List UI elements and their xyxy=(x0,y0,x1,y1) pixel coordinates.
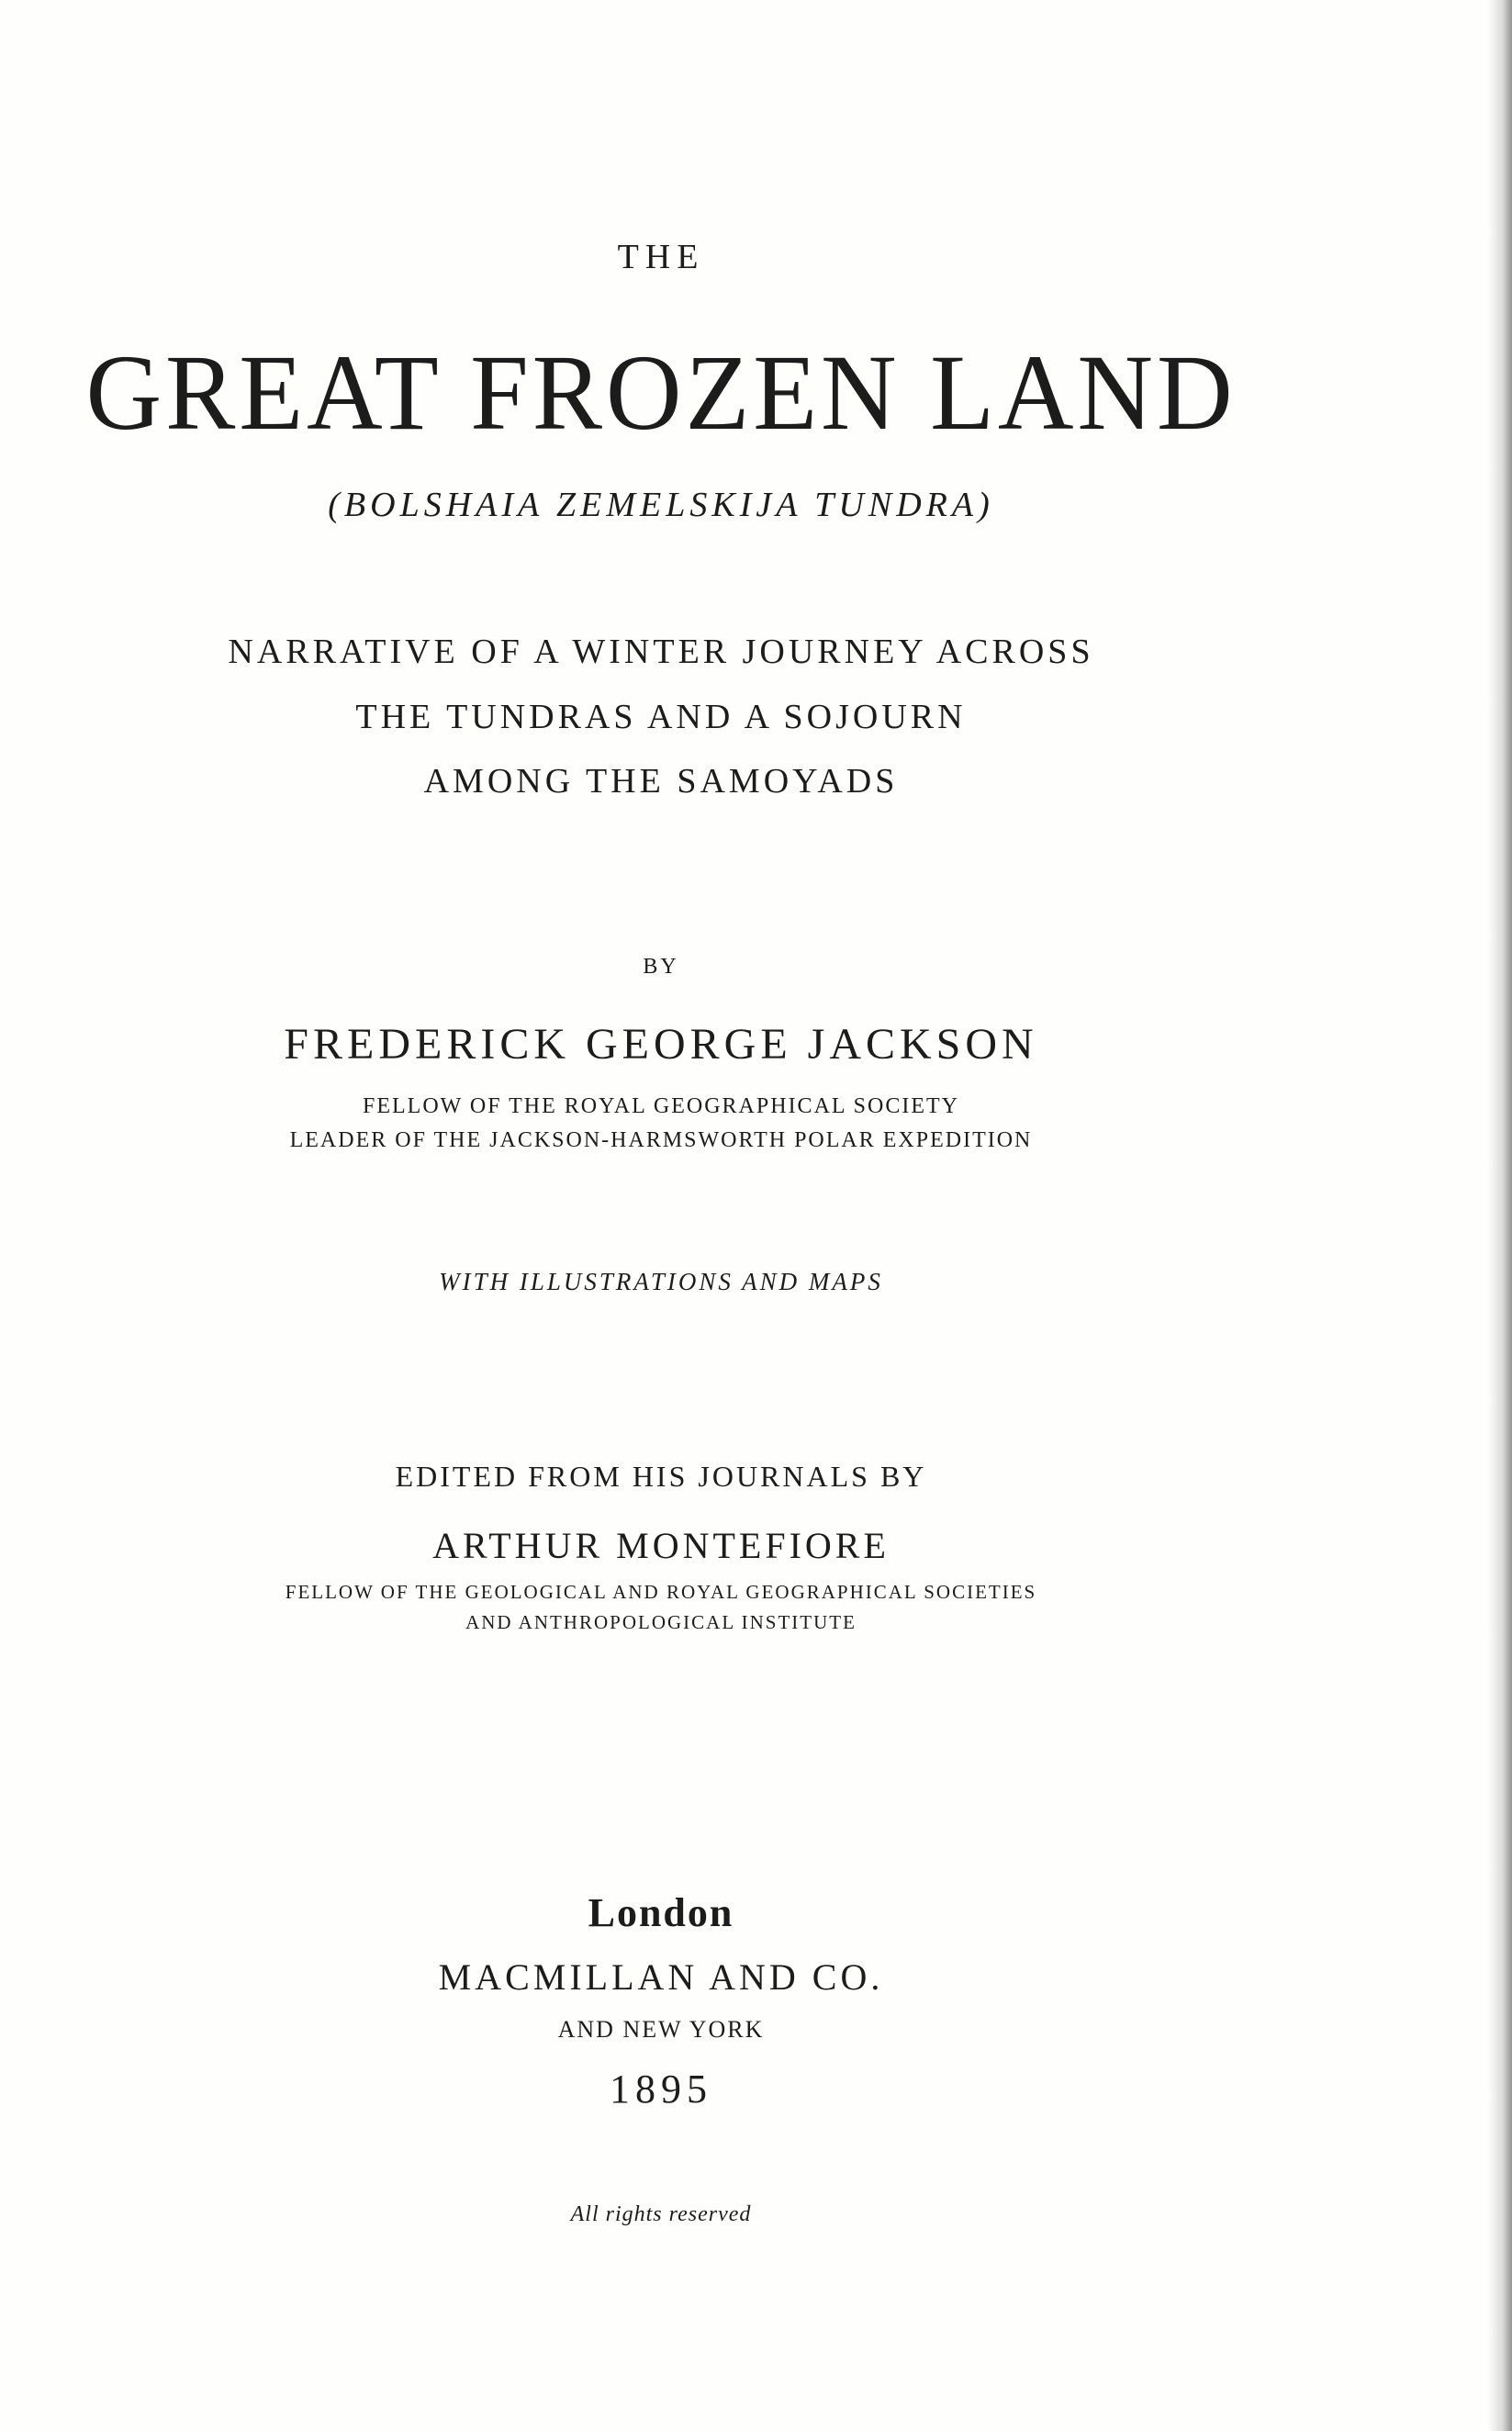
editor-name: ARTHUR MONTEFIORE xyxy=(432,1525,890,1566)
title-article: THE xyxy=(617,238,705,276)
book-subtitle: (BOLSHAIA ZEMELSKIJA TUNDRA) xyxy=(328,486,994,524)
publication-year: 1895 xyxy=(610,2067,712,2112)
edited-by-label: EDITED FROM HIS JOURNALS BY xyxy=(395,1460,927,1493)
book-title: GREAT FROZEN LAND xyxy=(85,332,1237,453)
editor-credential-2: AND ANTHROPOLOGICAL INSTITUTE xyxy=(465,1611,857,1633)
author-name: FREDERICK GEORGE JACKSON xyxy=(284,1020,1038,1069)
author-credential-1: FELLOW OF THE ROYAL GEOGRAPHICAL SOCIETY xyxy=(363,1094,959,1118)
illustrations-note: WITH ILLUSTRATIONS AND MAPS xyxy=(439,1268,883,1295)
rights-notice: All rights reserved xyxy=(570,2202,752,2226)
narrative-line-3: AMONG THE SAMOYADS xyxy=(423,762,899,801)
publication-city: London xyxy=(588,1890,734,1935)
editor-credential-1: FELLOW OF THE GEOLOGICAL AND ROYAL GEOGRAPHICAL SOCIETIES xyxy=(285,1581,1037,1603)
by-label: BY xyxy=(643,955,679,979)
publisher-city: AND NEW YORK xyxy=(557,2016,765,2043)
publisher-name: MACMILLAN AND CO. xyxy=(438,1956,884,1998)
narrative-line-2: THE TUNDRAS AND A SOJOURN xyxy=(355,698,967,736)
page-edge-shadow xyxy=(1488,0,1512,2431)
narrative-line-1: NARRATIVE OF A WINTER JOURNEY ACROSS xyxy=(228,633,1094,671)
author-credential-2: LEADER OF THE JACKSON-HARMSWORTH POLAR EXPEDITION xyxy=(289,1128,1033,1152)
